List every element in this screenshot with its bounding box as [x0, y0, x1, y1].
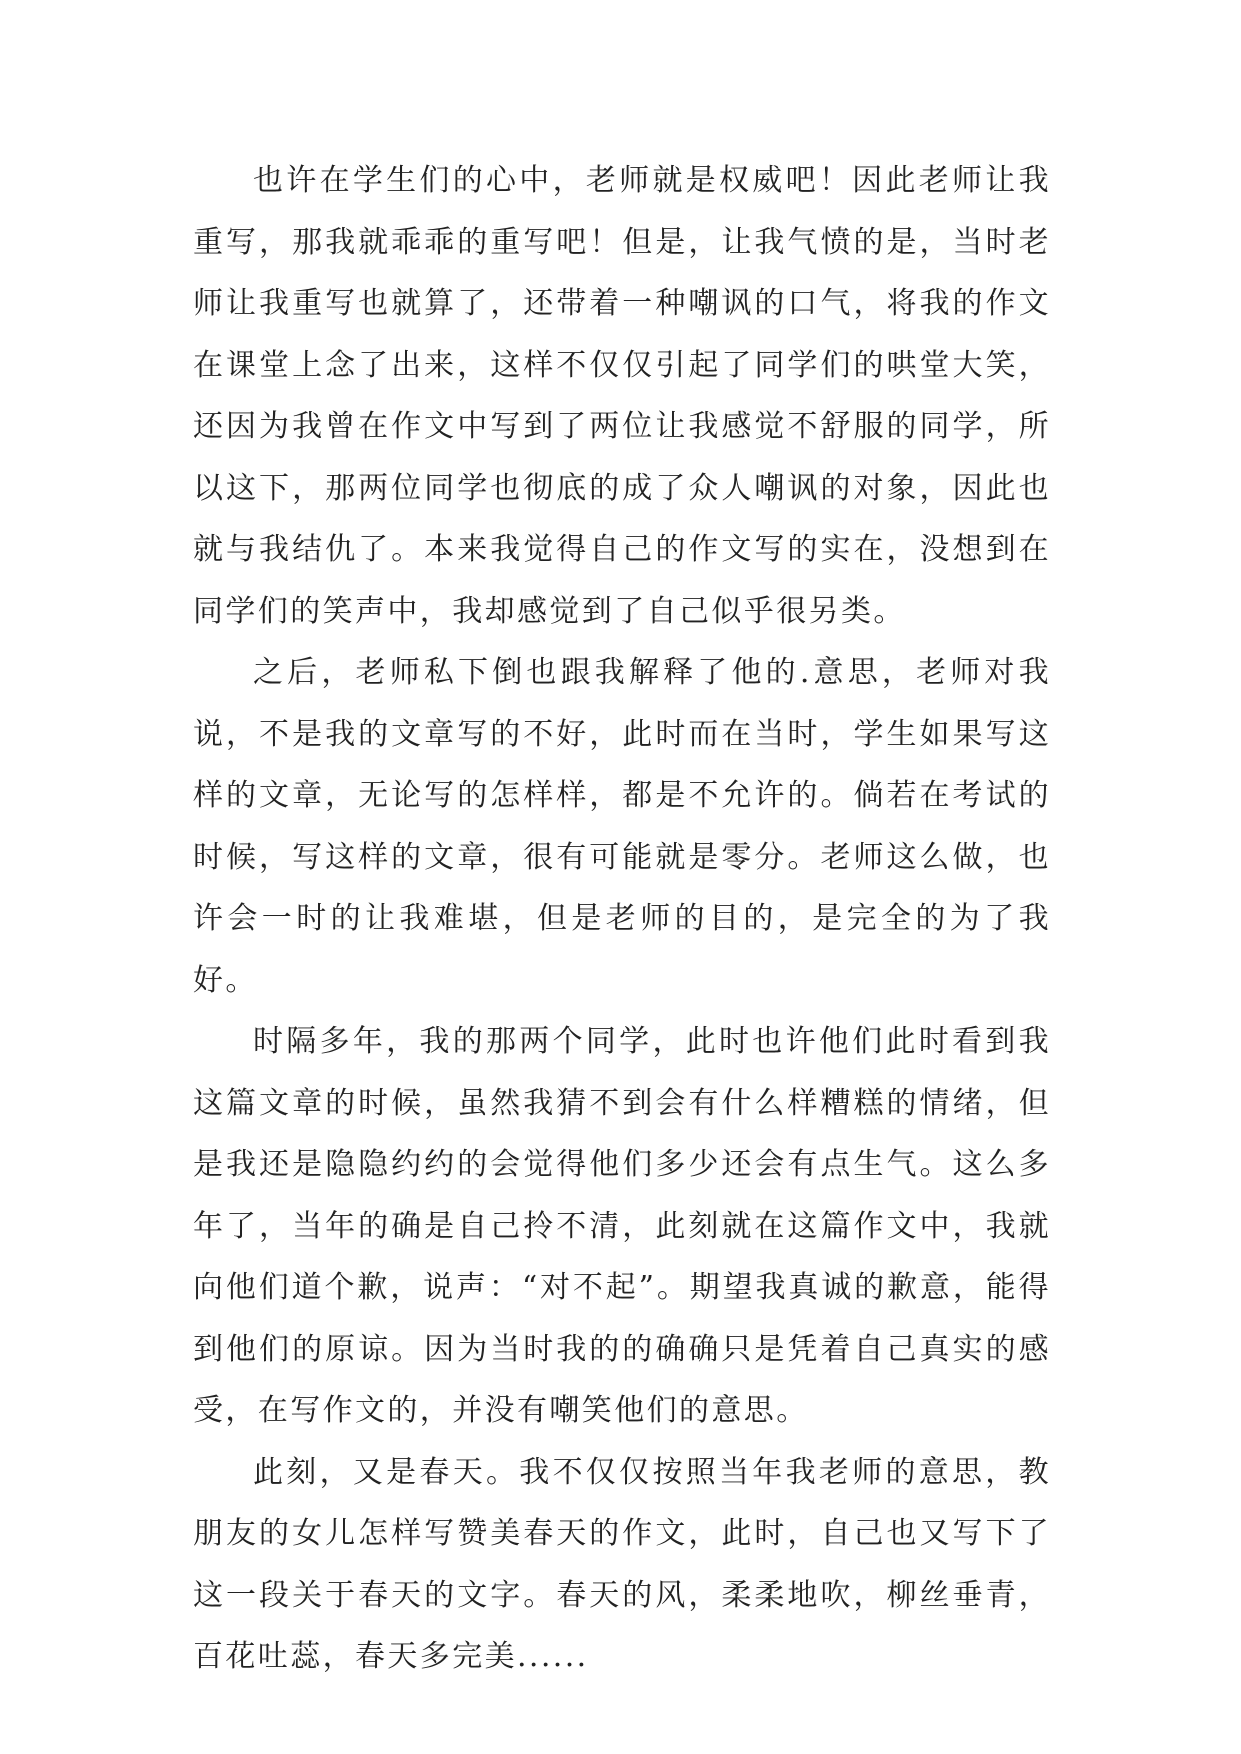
paragraph: 之后，老师私下倒也跟我解释了他的.意思，老师对我说，不是我的文章写的不好，此时而在当时，学生如果写这样的文章，无论写的怎样样，都是不允许的。倘若在考试的时候，写这样的文章，很有可能就是零分。老师这么做，也许会一时的让我难堪，但是老师的目的，是完全的为了我好。 [193, 655, 1051, 998]
paragraph: 也许在学生们的心中，老师就是权威吧！因此老师让我重写，那我就乖乖的重写吧！但是，让我气愤的是，当时老师让我重写也就算了，还带着一种嘲讽的口气，将我的作文在课堂上念了出来，这样不仅仅引起了同学们的哄堂大笑，还因为我曾在作文中写到了两位让我感觉不舒服的同学，所以这下，那两位同学也彻底的成了众人嘲讽的对象，因此也就与我结仇了。本来我觉得自己的作文写的实在，没想到在同学们的笑声中，我却感觉到了自己似乎很另类。 [193, 163, 1051, 629]
paragraph: 此刻，又是春天。我不仅仅按照当年我老师的意思，教朋友的女儿怎样写赞美春天的作文，此时，自己也又写下了这一段关于春天的文字。春天的风，柔柔地吹，柳丝垂青，百花吐蕊，春天多完美...... [193, 1454, 1051, 1674]
document-page [193, 150, 1051, 1688]
paragraph: 时隔多年，我的那两个同学，此时也许他们此时看到我这篇文章的时候，虽然我猜不到会有什么样糟糕的情绪，但是我还是隐隐约约的会觉得他们多少还会有点生气。这么多年了，当年的确是自己拎不清，此刻就在这篇作文中，我就向他们道个歉，说声：“对不起”。期望我真诚的歉意，能得到他们的原谅。因为当时我的的确确只是凭着自己真实的感受，在写作文的，并没有嘲笑他们的意思。 [193, 1024, 1051, 1428]
